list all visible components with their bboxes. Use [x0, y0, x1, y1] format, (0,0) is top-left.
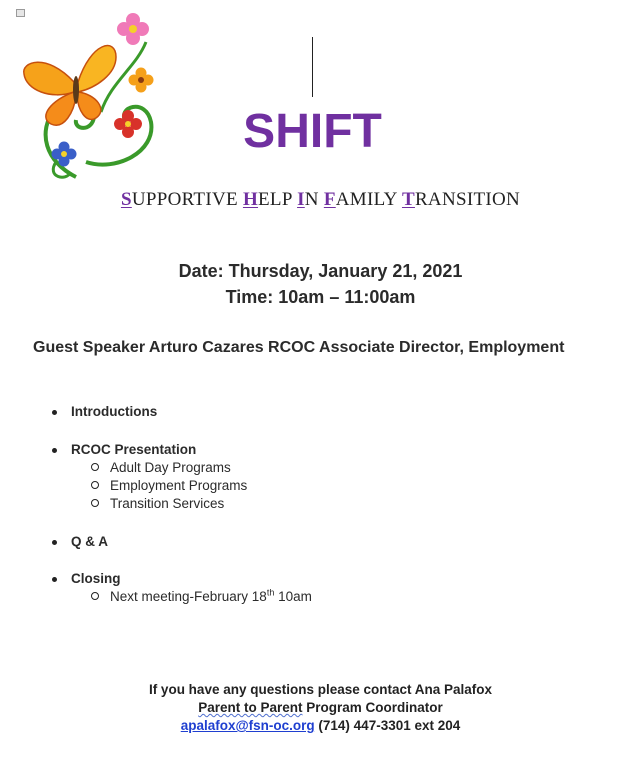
subtitle: SUPPORTIVE HELP IN FAMILY TRANSITION: [120, 189, 521, 210]
bullet-icon: [52, 448, 57, 453]
sub-bullet-icon: [91, 592, 99, 600]
email-link[interactable]: apalafox@fsn-oc.org: [180, 718, 315, 733]
sub-bullet-icon: [91, 463, 99, 471]
bullet-icon: [52, 410, 57, 415]
text-cursor: [312, 37, 313, 97]
contact-details: [0, 717, 641, 735]
event-date: Date: Thursday, January 21, 2021: [178, 261, 463, 281]
guest-speaker: Guest Speaker Arturo Cazares RCOC Associate Director, Employment: [33, 339, 565, 356]
event-time: Time: 10am – 11:00am: [225, 287, 416, 307]
sub-bullet-icon: [91, 499, 99, 507]
contact-line: If you have any questions please contact Ana Palafox: [148, 682, 493, 697]
sub-bullet-icon: [91, 481, 99, 489]
page-title: SHIFT: [243, 105, 382, 158]
bullet-icon: [52, 540, 57, 545]
contact-block: [0, 681, 641, 735]
bullet-icon: [52, 577, 57, 582]
phone-number: (714) 447-3301 ext 204: [314, 718, 461, 733]
contact-role: Parent to Parent Program Coordinator: [198, 700, 443, 715]
